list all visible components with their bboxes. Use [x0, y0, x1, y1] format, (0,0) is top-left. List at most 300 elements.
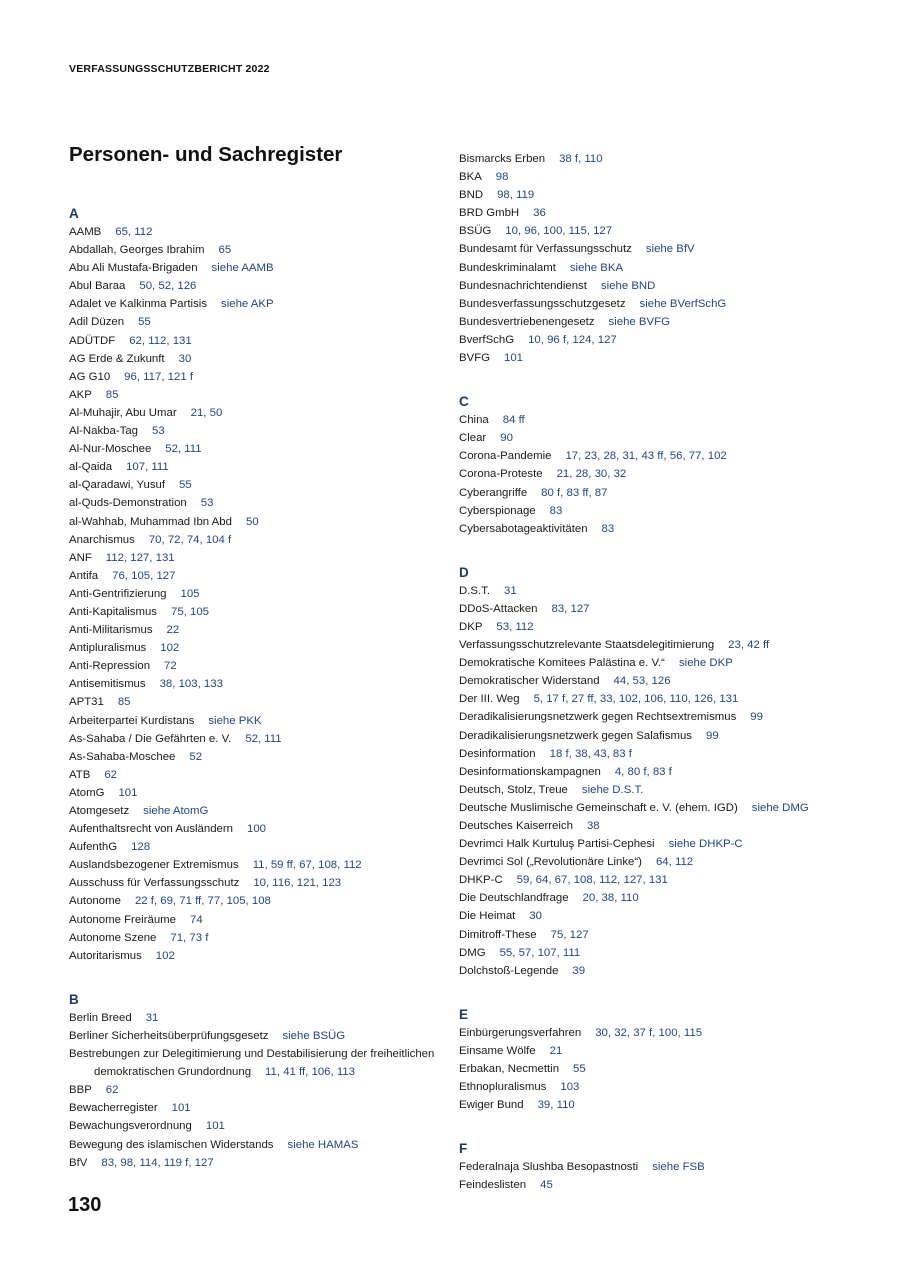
entry-page-reference: 10, 96, 100, 115, 127 — [505, 225, 613, 238]
index-entry — [69, 784, 449, 802]
section-letter: D — [459, 564, 469, 580]
entry-page-reference: 75, 105 — [171, 605, 210, 618]
index-entry — [459, 349, 839, 367]
entry-term: Demokratischer Widerstand — [459, 675, 600, 688]
index-entry — [459, 411, 839, 429]
index-entry — [69, 748, 449, 766]
entry-page-reference: siehe D.S.T. — [581, 783, 644, 796]
entry-term: Anti-Gentrifizierung — [69, 587, 167, 600]
index-entry — [69, 820, 449, 838]
entry-term: Adil Düzen — [69, 316, 125, 329]
entry-term: Einsame Wölfe — [459, 1044, 536, 1057]
index-entry — [459, 222, 839, 240]
entry-term: Abu Ali Mustafa-Brigaden — [69, 262, 198, 275]
entry-term: As-Sahaba / Die Gefährten e. V. — [69, 732, 232, 745]
entry-page-reference: 10, 116, 121, 123 — [253, 877, 342, 890]
entry-term: Adalet ve Kalkinma Partisis — [69, 298, 208, 311]
index-entry — [459, 502, 839, 520]
entry-page-reference: 53 — [152, 425, 165, 438]
entry-page-reference: 83, 98, 114, 119 f, 127 — [101, 1156, 214, 1169]
entry-term: Bundeskriminalamt — [459, 261, 556, 274]
index-entry — [69, 929, 449, 947]
index-entry — [459, 313, 839, 331]
entry-page-reference: 99 — [750, 711, 763, 724]
index-entry — [459, 745, 839, 763]
entry-term: AG Erde & Zukunft — [69, 352, 165, 365]
index-entry — [459, 962, 839, 980]
section-gap — [69, 965, 449, 990]
entry-term: As-Sahaba-Moschee — [69, 750, 176, 763]
index-section-a — [69, 204, 449, 965]
index-entry — [459, 636, 839, 654]
entry-term: Anti-Kapitalismus — [69, 605, 157, 618]
index-entry — [459, 600, 839, 618]
entry-term: Atomgesetz — [69, 805, 130, 817]
index-entry — [69, 585, 449, 603]
entry-term: Erbakan, Necmettin — [459, 1063, 560, 1076]
entry-page-reference: 83 — [601, 522, 615, 535]
index-entry — [459, 1024, 839, 1042]
index-entry — [459, 186, 839, 204]
entry-page-reference: 128 — [131, 841, 151, 854]
index-entry — [459, 889, 839, 907]
entry-page-reference: 99 — [706, 729, 719, 742]
entry-term: Bewacherregister — [69, 1102, 158, 1115]
index-column-left — [69, 204, 449, 1172]
entry-term: DDoS-Attacken — [459, 602, 538, 615]
entry-page-reference: siehe PKK — [208, 714, 262, 727]
entry-term: Ewiger Bund — [459, 1099, 524, 1112]
index-entry — [69, 621, 449, 639]
index-entry — [459, 1176, 839, 1194]
index-entry — [459, 763, 839, 781]
entry-term: Desinformationskampagnen — [459, 765, 601, 778]
entry-term: BVFG — [459, 352, 491, 365]
index-entry — [459, 1078, 839, 1096]
entry-page-reference: 23, 42 ff — [728, 639, 770, 652]
index-entry — [69, 639, 449, 657]
section-letter: C — [459, 394, 469, 410]
entry-page-reference: 83 — [549, 504, 563, 517]
index-entry — [69, 223, 449, 241]
entry-page-reference: 62 — [105, 1084, 119, 1097]
entry-term: BfV — [69, 1156, 88, 1169]
index-column-right — [459, 150, 839, 1195]
index-entry — [69, 350, 449, 368]
entry-page-reference: 52, 111 — [165, 443, 202, 456]
entry-page-reference: siehe BSÜG — [282, 1029, 346, 1042]
entry-term: Die Heimat — [459, 910, 516, 923]
index-entry — [459, 654, 839, 672]
entry-term: Abul Baraa — [69, 280, 126, 293]
index-section-b — [69, 990, 449, 1172]
entry-page-reference: 21, 50 — [190, 406, 223, 419]
entry-page-reference: 100 — [247, 823, 267, 836]
index-entry — [69, 277, 449, 295]
page-title: Personen- und Sachregister — [69, 143, 343, 166]
entry-term: AG G10 — [69, 370, 111, 383]
entry-term: Berliner Sicherheitsüberprüfungsgesetz — [69, 1029, 269, 1042]
entry-term: DHKP-C — [459, 874, 503, 887]
entry-term: BRD GmbH — [459, 207, 520, 220]
index-entry — [69, 531, 449, 549]
index-entry — [459, 259, 839, 277]
entry-page-reference: siehe BVFG — [608, 315, 670, 328]
entry-page-reference: 38 f, 110 — [559, 153, 603, 165]
index-entry — [69, 892, 449, 910]
entry-term: DMG — [459, 946, 486, 959]
entry-page-reference: 10, 96 f, 124, 127 — [528, 333, 617, 346]
index-entry — [69, 259, 449, 277]
entry-page-reference: 74 — [190, 913, 203, 926]
index-entry — [459, 150, 839, 168]
entry-page-reference: 36 — [533, 207, 546, 220]
entry-page-reference: 84 ff — [502, 414, 525, 427]
entry-page-reference: siehe BVerfSchG — [639, 297, 727, 310]
index-entry — [69, 1027, 449, 1045]
entry-term: Dimitroff-These — [459, 928, 537, 941]
entry-page-reference: 18 f, 38, 43, 83 f — [549, 747, 632, 760]
index-entry — [459, 465, 839, 483]
entry-term: Bewegung des islamischen Widerstands — [69, 1138, 274, 1151]
entry-page-reference: 70, 72, 74, 104 f — [148, 533, 232, 546]
entry-page-reference: 90 — [500, 432, 513, 445]
entry-term: Al-Muhajir, Abu Umar — [69, 406, 177, 419]
entry-term: Deutsches Kaiserreich — [459, 820, 573, 832]
section-gap — [459, 1114, 839, 1139]
entry-term: Antipluralismus — [69, 642, 147, 655]
entry-page-reference: 53, 112 — [496, 620, 534, 633]
index-entry — [69, 513, 449, 531]
entry-page-reference: 98, 119 — [497, 189, 535, 202]
index-entry — [69, 494, 449, 512]
index-entry — [459, 484, 839, 502]
entry-page-reference: 55 — [138, 316, 151, 329]
entry-page-reference: 50 — [245, 515, 259, 528]
entry-term: Berlin Breed — [69, 1011, 132, 1024]
entry-term: al-Wahhab, Muhammad Ibn Abd — [69, 515, 232, 528]
entry-term: ADÜTDF — [69, 334, 116, 347]
index-entry — [459, 853, 839, 871]
entry-page-reference: 52, 111 — [245, 732, 282, 745]
entry-page-reference: 22 f, 69, 71 ff, 77, 105, 108 — [134, 895, 271, 908]
entry-page-reference: 4, 80 f, 83 f — [614, 765, 672, 778]
index-entry — [69, 1099, 449, 1117]
entry-term: Autonome Freiräume — [69, 913, 176, 926]
index-entry — [69, 295, 449, 313]
index-entry — [459, 331, 839, 349]
index-entry — [459, 618, 839, 636]
entry-page-reference: 44, 53, 126 — [613, 675, 671, 688]
entry-page-reference: 75, 127 — [550, 928, 589, 941]
entry-term: Cybersabotageaktivitäten — [459, 522, 588, 535]
entry-term: Antifa — [69, 569, 99, 582]
entry-page-reference: siehe BND — [600, 279, 656, 292]
entry-page-reference: 101 — [118, 786, 138, 799]
section-gap — [459, 980, 839, 1005]
index-entry — [69, 422, 449, 440]
entry-page-reference: 30, 32, 37 f, 100, 115 — [595, 1026, 703, 1039]
entry-page-reference: 55, 57, 107, 111 — [499, 946, 581, 959]
index-entry — [69, 1154, 449, 1172]
entry-page-reference: 11, 59 ff, 67, 108, 112 — [252, 859, 362, 872]
entry-term: ATB — [69, 768, 91, 781]
index-entry — [459, 907, 839, 925]
entry-page-reference: 72 — [164, 660, 177, 673]
index-entry — [69, 1045, 449, 1081]
entry-term: Aufenthaltsrecht von Ausländern — [69, 823, 234, 836]
entry-term: Deutsche Muslimische Gemeinschaft e. V. (ehem. IGD) — [459, 801, 738, 814]
entry-term: Abdallah, Georges Ibrahim — [69, 244, 205, 257]
entry-page-reference: siehe FSB — [652, 1161, 705, 1174]
running-header: VERFASSUNGSSCHUTZBERICHT 2022 — [69, 63, 270, 75]
entry-page-reference: 50, 52, 126 — [139, 280, 197, 293]
index-entry — [69, 386, 449, 404]
entry-page-reference: siehe AKP — [221, 298, 274, 311]
entry-term: Bundesverfassungsschutzgesetz — [459, 297, 626, 310]
index-entry — [69, 549, 449, 567]
index-entry — [459, 871, 839, 889]
entry-term: Auslandsbezogener Extremismus — [69, 859, 239, 872]
index-entry — [69, 440, 449, 458]
entry-page-reference: 76, 105, 127 — [112, 569, 176, 582]
entry-page-reference: siehe DKP — [678, 657, 733, 670]
entry-term: Anarchismus — [69, 533, 135, 546]
entry-term: Devrimci Halk Kurtuluş Partisi-Cephesi — [459, 838, 655, 851]
index-entry — [69, 874, 449, 892]
index-section-f — [459, 1139, 839, 1194]
index-entry — [69, 1117, 449, 1135]
index-entry — [69, 458, 449, 476]
entry-page-reference: 55 — [573, 1063, 586, 1076]
entry-page-reference: 101 — [205, 1120, 225, 1133]
entry-term: Einbürgerungsverfahren — [459, 1026, 582, 1039]
entry-term: al-Qaradawi, Yusuf — [69, 479, 166, 492]
entry-term: Bundesnachrichtendienst — [459, 279, 587, 292]
entry-term: Corona-Pandemie — [459, 450, 552, 463]
entry-term: AufenthG — [69, 841, 118, 854]
entry-page-reference: 102 — [155, 949, 175, 962]
entry-page-reference: 96, 117, 121 f — [124, 370, 193, 383]
entry-term-continuation — [69, 1063, 449, 1081]
entry-page-reference: 62, 112, 131 — [129, 334, 192, 347]
entry-page-reference: 21, 28, 30, 32 — [556, 468, 627, 481]
entry-page-reference: 102 — [160, 642, 180, 655]
index-entry — [459, 447, 839, 465]
entry-term: Antisemitismus — [69, 678, 146, 691]
index-entry — [69, 1081, 449, 1099]
entry-page-reference: 52 — [189, 750, 203, 763]
index-entry — [69, 693, 449, 711]
index-entry — [69, 1009, 449, 1027]
index-entry — [459, 1060, 839, 1078]
index-entry — [459, 240, 839, 258]
index-entry — [459, 799, 839, 817]
index-entry — [69, 368, 449, 386]
index-entry — [69, 603, 449, 621]
entry-page-reference: 45 — [540, 1179, 553, 1192]
entry-page-reference: 80 f, 83 ff, 87 — [541, 486, 608, 499]
entry-page-reference: siehe BfV — [645, 243, 695, 256]
index-entry — [69, 911, 449, 929]
entry-page-reference: 83, 127 — [551, 602, 590, 615]
entry-term: Deradikalisierungsnetzwerk gegen Salafismus — [459, 729, 692, 742]
entry-term: Deutsch, Stolz, Treue — [459, 783, 568, 796]
entry-page-reference: 59, 64, 67, 108, 112, 127, 131 — [516, 874, 668, 887]
index-section — [459, 150, 839, 367]
index-entry — [69, 241, 449, 259]
entry-page-reference: 107, 111 — [126, 461, 169, 474]
entry-term: Federalnaja Slushba Besopastnosti — [459, 1161, 639, 1174]
entry-page-reference: 38 — [586, 820, 600, 832]
index-entry — [459, 1096, 839, 1114]
index-entry — [459, 817, 839, 835]
entry-page-reference: 65 — [218, 244, 232, 257]
index-entry — [69, 766, 449, 784]
entry-page-reference: 101 — [171, 1102, 191, 1115]
index-entry — [69, 332, 449, 350]
entry-term: Cyberangriffe — [459, 486, 528, 499]
index-entry — [459, 1158, 839, 1176]
entry-term: AtomG — [69, 786, 105, 799]
entry-term: Corona-Proteste — [459, 468, 543, 481]
entry-page-reference: 85 — [105, 388, 119, 401]
entry-page-reference: 17, 23, 28, 31, 43 ff, 56, 77, 102 — [565, 450, 727, 463]
entry-term: Dolchstoß-Legende — [459, 964, 559, 977]
entry-term: Autonome — [69, 895, 121, 908]
entry-term: al-Qaida — [69, 461, 113, 474]
index-entry — [459, 295, 839, 313]
entry-page-reference: 53 — [200, 497, 214, 510]
index-entry — [459, 429, 839, 447]
entry-page-reference: 71, 73 f — [170, 931, 209, 944]
entry-term: BND — [459, 189, 484, 202]
index-entry — [69, 712, 449, 730]
index-entry — [459, 708, 839, 726]
index-entry — [459, 672, 839, 690]
entry-page-reference: siehe DMG — [751, 801, 809, 814]
entry-term: BKA — [459, 171, 482, 184]
index-section-c — [459, 392, 839, 538]
entry-term: Der III. Weg — [459, 693, 520, 706]
entry-page-reference: 62 — [104, 768, 117, 781]
entry-term: ANF — [69, 551, 92, 564]
index-entry — [459, 582, 839, 600]
entry-term: BBP — [69, 1084, 92, 1097]
entry-page-reference: 112, 127, 131 — [105, 551, 175, 564]
entry-term: BSÜG — [459, 225, 492, 238]
index-section-e — [459, 1005, 839, 1114]
entry-page-reference: 65, 112 — [115, 226, 153, 238]
index-entry — [69, 838, 449, 856]
entry-term: Demokratische Komitees Palästina e. V.“ — [459, 657, 665, 670]
entry-page-reference: 31 — [145, 1011, 159, 1024]
index-entry — [69, 856, 449, 874]
entry-page-reference: 30 — [529, 910, 543, 923]
section-letter: E — [459, 1006, 469, 1022]
index-entry — [69, 947, 449, 965]
entry-term: Desinformation — [459, 747, 536, 760]
index-entry — [459, 168, 839, 186]
section-gap — [459, 538, 839, 563]
entry-term: Ausschuss für Verfassungsschutz — [69, 877, 240, 890]
entry-term: Anti-Militarismus — [69, 624, 153, 637]
entry-page-reference: 11, 41 ff, 106, 113 — [265, 1066, 355, 1079]
entry-term: Autoritarismus — [69, 949, 142, 962]
index-entry — [459, 1042, 839, 1060]
index-entry — [69, 313, 449, 331]
entry-page-reference: 31 — [504, 584, 517, 597]
entry-term: Al-Nur-Moschee — [69, 443, 152, 456]
index-entry — [459, 727, 839, 745]
entry-term: al-Quds-Demonstration — [69, 497, 187, 510]
entry-page-reference: 30 — [178, 352, 192, 365]
entry-term: Bismarcks Erben — [459, 153, 546, 165]
entry-term: Verfassungsschutzrelevante Staatsdelegitimierung — [459, 639, 715, 652]
index-entry — [459, 277, 839, 295]
entry-page-reference: 21 — [549, 1044, 563, 1057]
entry-term: AAMB — [69, 226, 102, 238]
entry-page-reference: 64, 112 — [655, 856, 694, 869]
entry-term-continuation-text: demokratischen Grundordnung — [94, 1066, 252, 1079]
entry-page-reference: 101 — [504, 352, 524, 365]
entry-page-reference: siehe BKA — [569, 261, 624, 274]
entry-term: Ethnopluralismus — [459, 1081, 547, 1094]
entry-page-reference: 105 — [180, 587, 200, 600]
entry-page-reference: 39 — [572, 964, 586, 977]
index-entry — [459, 690, 839, 708]
entry-term: Clear — [459, 432, 487, 445]
entry-page-reference: 38, 103, 133 — [159, 678, 223, 691]
entry-term: BverfSchG — [459, 333, 515, 346]
entry-page-reference: siehe AAMB — [211, 262, 274, 275]
entry-page-reference: siehe DHKP-C — [668, 838, 743, 851]
entry-term: APT31 — [69, 696, 104, 709]
entry-page-reference: 55 — [179, 479, 192, 492]
entry-term: Cyberspionage — [459, 504, 536, 517]
entry-term: Deradikalisierungsnetzwerk gegen Rechtsextremismus — [459, 711, 737, 724]
entry-page-reference: 22 — [166, 624, 180, 637]
entry-term: AKP — [69, 388, 92, 401]
entry-term: DKP — [459, 620, 483, 633]
entry-term: Bewachungsverordnung — [69, 1120, 192, 1133]
index-entry — [459, 204, 839, 222]
entry-term: Devrimci Sol („Revolutionäre Linke“) — [459, 856, 642, 869]
entry-term: Bundesamt für Verfassungsschutz — [459, 243, 632, 256]
index-entry — [69, 1136, 449, 1154]
index-entry — [69, 657, 449, 675]
entry-term: Anti-Repression — [69, 660, 151, 673]
index-entry — [69, 730, 449, 748]
entry-page-reference: 5, 17 f, 27 ff, 33, 102, 106, 110, 126, 131 — [533, 693, 739, 706]
index-entry — [69, 404, 449, 422]
index-entry — [459, 944, 839, 962]
index-entry — [69, 476, 449, 494]
entry-term: Arbeiterpartei Kurdistans — [69, 714, 195, 727]
entry-term: Al-Nakba-Tag — [69, 425, 139, 438]
index-entry — [459, 835, 839, 853]
entry-page-reference: siehe HAMAS — [287, 1138, 359, 1151]
entry-term: D.S.T. — [459, 584, 491, 597]
entry-page-reference: 20, 38, 110 — [582, 892, 639, 905]
page-number: 130 — [68, 1194, 102, 1216]
section-letter: B — [69, 991, 79, 1007]
entry-term: Bundesvertriebenengesetz — [459, 315, 595, 328]
index-entry — [69, 567, 449, 585]
index-entry — [69, 675, 449, 693]
section-letter: F — [459, 1141, 468, 1157]
section-gap — [459, 367, 839, 392]
